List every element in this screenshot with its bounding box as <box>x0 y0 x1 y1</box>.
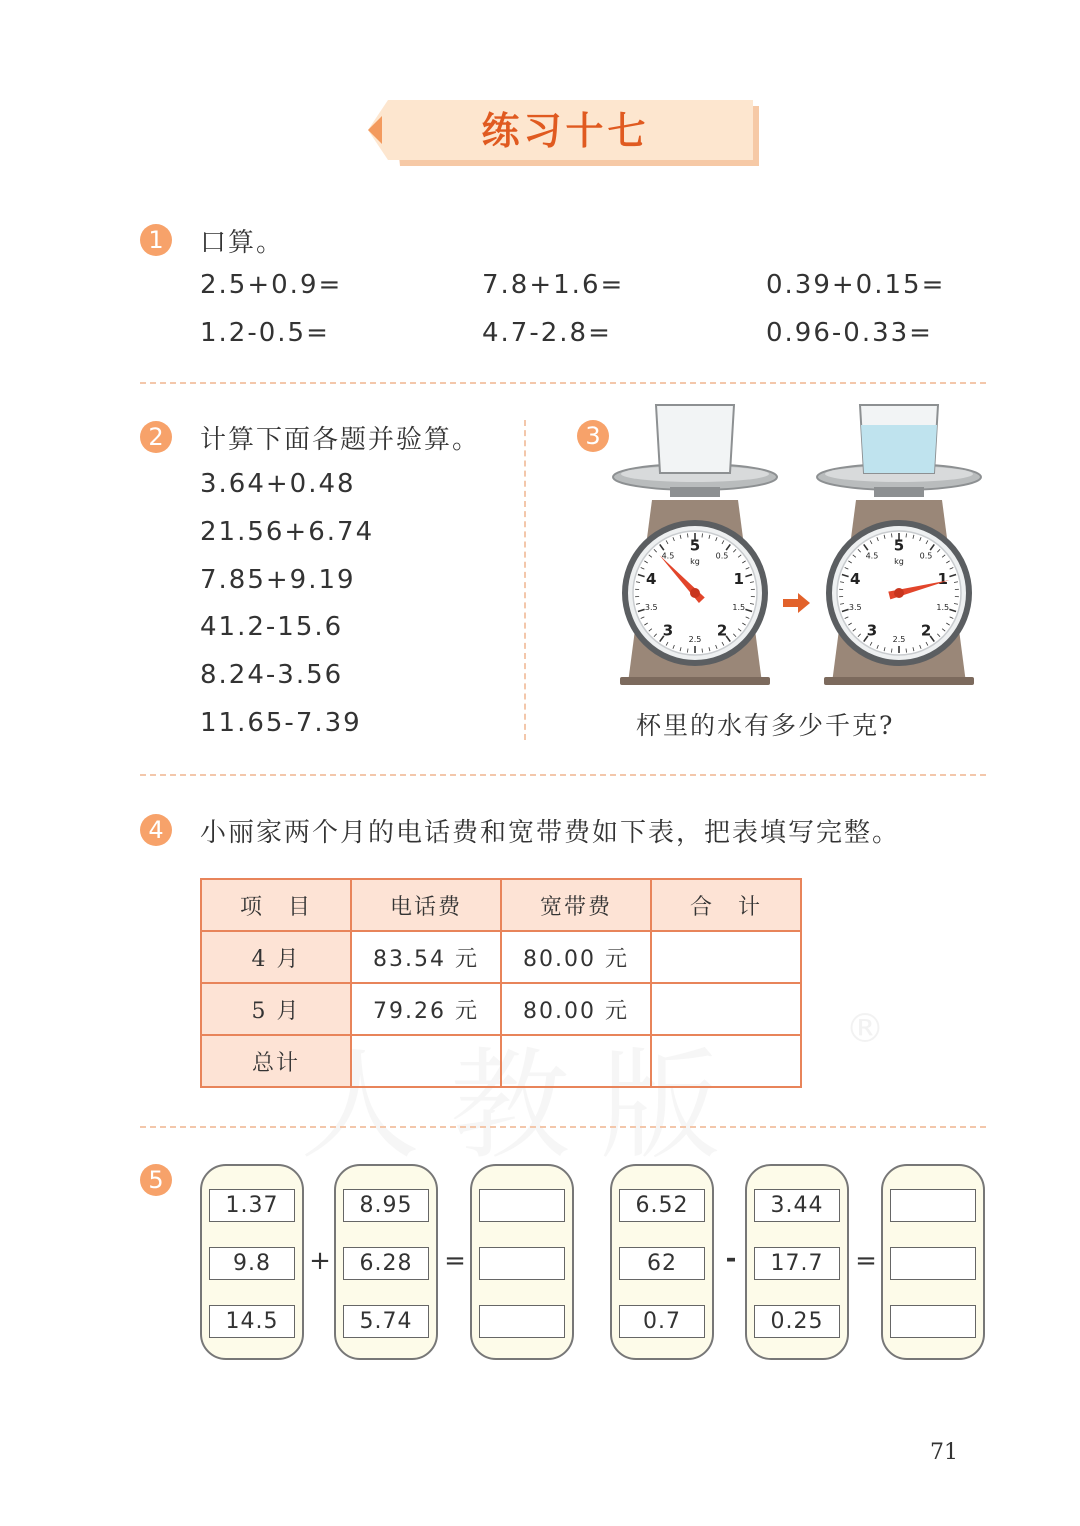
equals-sign: = <box>444 1246 466 1276</box>
dial-label: 0.5 <box>919 551 933 561</box>
minus-sign: - <box>725 1244 737 1274</box>
number-cell: 1.37 <box>209 1189 295 1222</box>
table-row <box>201 983 801 1035</box>
ex1-problem: 7.8+1.6= <box>482 270 625 300</box>
dial-label: 3.5 <box>848 603 862 613</box>
ex1-problem: 1.2-0.5= <box>200 318 330 348</box>
table-cell: 83.54 元 <box>351 931 501 983</box>
row-label: 5 月 <box>201 983 351 1035</box>
dial-label: 1.5 <box>732 603 746 613</box>
exercise-number-1: 1 <box>140 224 172 256</box>
ex2-instruction: 计算下面各题并验算。 <box>200 425 481 455</box>
dial-label: 3 <box>662 621 674 640</box>
dial-label: 1.5 <box>936 603 950 613</box>
number-cell: 6.52 <box>619 1189 705 1222</box>
dial-tick <box>891 533 892 537</box>
ex2-problem: 41.2-15.6 <box>200 612 344 642</box>
table-cell: 79.26 元 <box>351 983 501 1035</box>
dial-tick <box>702 533 703 537</box>
bill-table <box>200 878 802 1088</box>
table-header: 宽带费 <box>501 879 651 931</box>
table-row <box>201 931 801 983</box>
divider <box>140 382 986 384</box>
number-cell: 6.28 <box>343 1247 429 1280</box>
ex1-instruction: 口算。 <box>200 228 285 258</box>
dial-tick <box>891 649 892 653</box>
row-label: 4 月 <box>201 931 351 983</box>
dial-tick <box>702 649 703 653</box>
number-cell: 5.74 <box>343 1305 429 1338</box>
title-banner <box>368 100 763 166</box>
column-add-2 <box>334 1164 438 1360</box>
dial-label: 4.5 <box>865 551 879 561</box>
ex2-problem: 3.64+0.48 <box>200 469 356 499</box>
table-header: 合 计 <box>651 879 801 931</box>
exercise-number-2: 2 <box>140 421 172 453</box>
exercise-number-5: 5 <box>140 1164 172 1196</box>
number-cell: 0.25 <box>754 1305 840 1338</box>
table-row <box>201 1035 801 1087</box>
dial-label: 3 <box>866 621 878 640</box>
ex2-problem: 8.24-3.56 <box>200 660 344 690</box>
dial-label: 2 <box>716 621 728 640</box>
table-cell: 80.00 元 <box>501 983 651 1035</box>
table-header: 电话费 <box>351 879 501 931</box>
ex3-question: 杯里的水有多少千克? <box>636 711 895 740</box>
number-cell: 9.8 <box>209 1247 295 1280</box>
equals-sign: = <box>855 1246 877 1276</box>
table-cell-blank[interactable] <box>651 931 801 983</box>
exercise-number-3: 3 <box>577 420 609 452</box>
answer-cell[interactable] <box>890 1305 976 1338</box>
needle-hub <box>894 588 904 598</box>
dial-tick <box>687 533 688 537</box>
ex2-problem: 11.65-7.39 <box>200 708 362 738</box>
page-number: 71 <box>930 1440 958 1465</box>
column-sub-2 <box>745 1164 849 1360</box>
row-label: 总计 <box>201 1035 351 1087</box>
arrow-right-icon <box>783 593 810 613</box>
number-cell: 8.95 <box>343 1189 429 1222</box>
number-cell: 17.7 <box>754 1247 840 1280</box>
scales-illustration <box>600 395 990 695</box>
divider <box>140 774 986 776</box>
dial-label: 5 <box>689 536 701 555</box>
dial-label: 5 <box>893 536 905 555</box>
dial-label: 4 <box>646 570 657 589</box>
table-header: 项 目 <box>201 879 351 931</box>
divider <box>140 1126 986 1128</box>
answer-cell[interactable] <box>890 1247 976 1280</box>
plus-sign: + <box>309 1246 331 1276</box>
table-header-row <box>201 879 801 931</box>
table-cell: 80.00 元 <box>501 931 651 983</box>
column-add-1 <box>200 1164 304 1360</box>
dial-label: 1 <box>733 570 744 589</box>
column-sub-result <box>881 1164 985 1360</box>
number-cell: 0.7 <box>619 1305 705 1338</box>
ex2-problem: 7.85+9.19 <box>200 565 356 595</box>
ex2-problem: 21.56+6.74 <box>200 517 375 547</box>
dial-label: 4.5 <box>661 551 675 561</box>
column-add-result <box>470 1164 574 1360</box>
column-divider <box>524 420 526 740</box>
table-cell-blank[interactable] <box>351 1035 501 1087</box>
page-title: 练习十七 <box>481 108 650 153</box>
dial-label: kg <box>894 556 904 566</box>
ex1-problem: 2.5+0.9= <box>200 270 343 300</box>
dial-tick <box>687 649 688 653</box>
number-cell: 62 <box>619 1247 705 1280</box>
dial-label: 3.5 <box>644 603 658 613</box>
answer-cell[interactable] <box>479 1305 565 1338</box>
column-sub-1 <box>610 1164 714 1360</box>
answer-cell[interactable] <box>479 1189 565 1222</box>
dial-tick <box>906 649 907 653</box>
exercise-number-4: 4 <box>140 814 172 846</box>
answer-cell[interactable] <box>890 1189 976 1222</box>
dial-label: 4 <box>850 570 861 589</box>
number-cell: 14.5 <box>209 1305 295 1338</box>
number-cell: 3.44 <box>754 1189 840 1222</box>
dial-label: 0.5 <box>715 551 729 561</box>
ex1-problem: 0.39+0.15= <box>766 270 946 300</box>
table-cell-blank[interactable] <box>651 1035 801 1087</box>
needle-hub <box>690 588 700 598</box>
ex1-problem: 4.7-2.8= <box>482 318 612 348</box>
dial-label: 1 <box>937 570 948 589</box>
dial-label: 2 <box>920 621 932 640</box>
dial-tick <box>906 533 907 537</box>
registered-mark-icon: ® <box>845 1006 885 1052</box>
ex1-problem: 0.96-0.33= <box>766 318 933 348</box>
table-cell-blank[interactable] <box>501 1035 651 1087</box>
table-cell-blank[interactable] <box>651 983 801 1035</box>
dial-label: 2.5 <box>892 634 906 644</box>
dial-label: kg <box>690 556 700 566</box>
answer-cell[interactable] <box>479 1247 565 1280</box>
ex4-instruction: 小丽家两个月的电话费和宽带费如下表，把表填写完整。 <box>200 818 901 848</box>
dial-label: 2.5 <box>688 634 702 644</box>
